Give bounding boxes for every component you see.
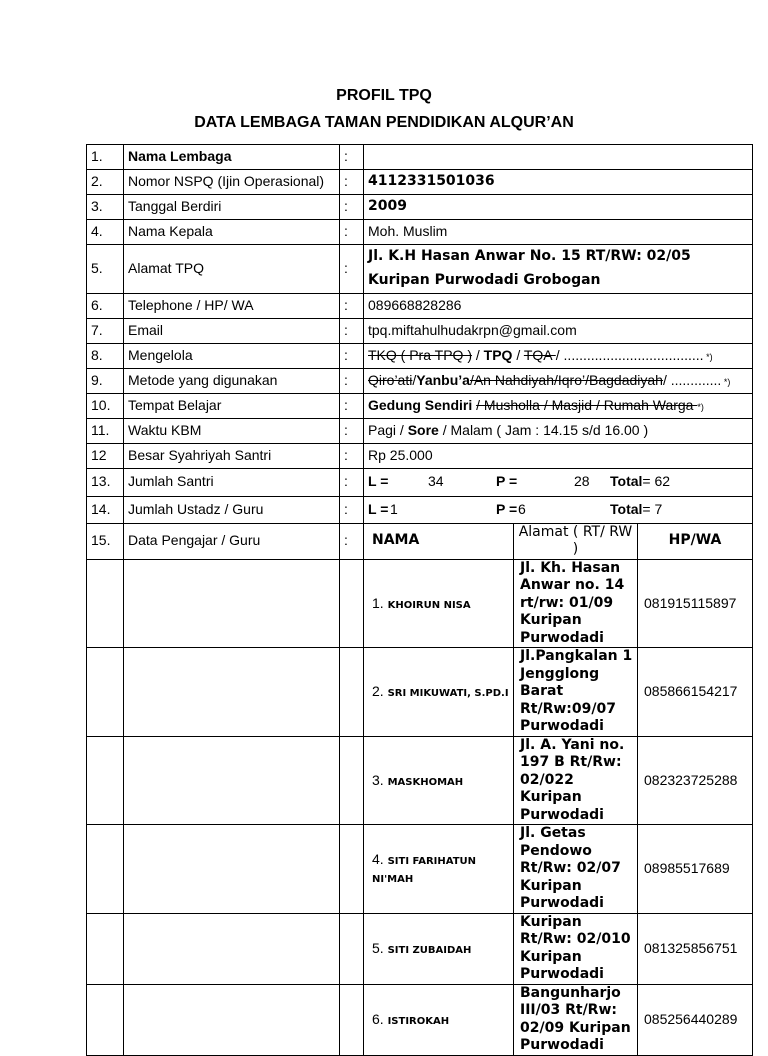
empty-cell bbox=[340, 559, 364, 648]
teacher-phone: 082323725288 bbox=[638, 736, 753, 825]
empty-cell bbox=[87, 559, 124, 648]
option: / Malam ( Jam : 14.15 s/d 16.00 ) bbox=[438, 421, 649, 438]
row-value bbox=[364, 468, 753, 496]
teacher-name bbox=[364, 984, 514, 1055]
row-label: Tempat Belajar bbox=[124, 393, 340, 418]
teacher-phone: 081325856751 bbox=[638, 913, 753, 984]
count-l-value: 34 bbox=[428, 473, 444, 490]
teacher-name-text: ISTIROKAH bbox=[387, 1015, 450, 1027]
option-selected: Yanbu’a bbox=[416, 371, 470, 388]
option-struck: TQA bbox=[523, 346, 556, 363]
option-struck: Qiro’ati bbox=[368, 371, 413, 388]
row-nomor-nspq bbox=[87, 170, 753, 195]
row-number: 1. bbox=[87, 145, 124, 170]
row-number: 3. bbox=[87, 195, 124, 220]
count-p-value: 28 bbox=[574, 473, 590, 490]
option-selected: Sore bbox=[407, 421, 439, 438]
teacher-address: Jl. Getas Pendowo Rt/Rw: 02/07 Kuripan Purwodadi bbox=[514, 825, 638, 914]
row-number: 4. bbox=[87, 220, 124, 245]
row-label: Nomor NSPQ (Ijin Operasional) bbox=[124, 170, 340, 195]
row-label: Tanggal Berdiri bbox=[124, 195, 340, 220]
empty-cell bbox=[124, 648, 340, 737]
row-jumlah-ustadz bbox=[87, 496, 753, 523]
row-number: 11. bbox=[87, 418, 124, 443]
teacher-name bbox=[364, 648, 514, 737]
teacher-row bbox=[87, 984, 753, 1055]
teacher-number: 5. bbox=[372, 939, 384, 956]
teacher-row bbox=[87, 825, 753, 914]
colon: : bbox=[340, 368, 364, 393]
colon: : bbox=[340, 145, 364, 170]
teacher-address: Jl.Pangkalan 1 Jengglong Barat Rt/Rw:09/07 Purwodadi bbox=[514, 648, 638, 737]
teacher-name-text: MASKHOMAH bbox=[387, 776, 464, 788]
colon: : bbox=[340, 443, 364, 468]
colon: : bbox=[340, 418, 364, 443]
empty-cell bbox=[124, 913, 340, 984]
footnote-marker: *) bbox=[721, 376, 731, 387]
empty-cell bbox=[340, 825, 364, 914]
option-struck: / Musholla / Masjid / Rumah Warga bbox=[476, 396, 698, 413]
row-number: 6. bbox=[87, 293, 124, 318]
row-value bbox=[364, 393, 753, 418]
row-tanggal-berdiri bbox=[87, 195, 753, 220]
row-label: Alamat TPQ bbox=[124, 245, 340, 294]
row-data-pengajar bbox=[87, 523, 753, 559]
teacher-address: Jl. Kh. Hasan Anwar no. 14 rt/rw: 01/09 Kuripan Purwodadi bbox=[514, 559, 638, 648]
count-l-label: L = bbox=[368, 473, 389, 490]
row-label: Jumlah Ustadz / Guru bbox=[124, 496, 340, 523]
count-p-value: 6 bbox=[518, 500, 526, 517]
option-struck: /An Nahdiyah/Iqro’/Bagdadiyah bbox=[469, 371, 663, 388]
count-total-value: = 7 bbox=[642, 500, 663, 517]
empty-cell bbox=[340, 736, 364, 825]
row-number: 14. bbox=[87, 496, 124, 523]
row-email bbox=[87, 318, 753, 343]
row-waktu-kbm bbox=[87, 418, 753, 443]
row-value: Rp 25.000 bbox=[364, 443, 753, 468]
row-alamat bbox=[87, 245, 753, 294]
count-total-label: Total bbox=[610, 473, 643, 490]
row-label: Jumlah Santri bbox=[124, 468, 340, 496]
colon: : bbox=[340, 523, 364, 559]
teacher-number: 2. bbox=[372, 683, 384, 700]
row-number: 9. bbox=[87, 368, 124, 393]
row-tempat-belajar bbox=[87, 393, 753, 418]
option-selected: TPQ bbox=[483, 346, 513, 363]
colon: : bbox=[340, 170, 364, 195]
footnote-marker: *) bbox=[697, 401, 704, 412]
row-label: Email bbox=[124, 318, 340, 343]
count-total-value: = 62 bbox=[642, 473, 671, 490]
teacher-name bbox=[364, 736, 514, 825]
row-number: 12 bbox=[87, 443, 124, 468]
row-number: 7. bbox=[87, 318, 124, 343]
row-label: Data Pengajar / Guru bbox=[124, 523, 340, 559]
header-phone: HP/WA bbox=[638, 523, 753, 559]
row-value bbox=[364, 343, 753, 368]
row-telephone bbox=[87, 293, 753, 318]
teacher-address: Bangunharjo III/03 Rt/Rw: 02/09 Kuripan Purwodadi bbox=[514, 984, 638, 1055]
count-total-label: Total bbox=[610, 500, 643, 517]
empty-cell bbox=[124, 736, 340, 825]
colon: : bbox=[340, 318, 364, 343]
colon: : bbox=[340, 220, 364, 245]
header-address: Alamat ( RT/ RW ) bbox=[514, 523, 638, 559]
row-nama-kepala bbox=[87, 220, 753, 245]
empty-cell bbox=[124, 984, 340, 1055]
row-value bbox=[364, 368, 753, 393]
colon: : bbox=[340, 496, 364, 523]
colon: : bbox=[340, 393, 364, 418]
row-label: Nama Kepala bbox=[124, 220, 340, 245]
colon: : bbox=[340, 468, 364, 496]
option-blank: / ............. bbox=[662, 371, 722, 388]
separator: / bbox=[412, 371, 417, 388]
colon: : bbox=[340, 245, 364, 294]
row-number: 10. bbox=[87, 393, 124, 418]
row-label: Waktu KBM bbox=[124, 418, 340, 443]
teacher-phone: 08985517689 bbox=[638, 825, 753, 914]
empty-cell bbox=[124, 559, 340, 648]
row-nama-lembaga bbox=[87, 145, 753, 170]
count-l-value: 1 bbox=[390, 500, 398, 517]
row-label: Besar Syahriyah Santri bbox=[124, 443, 340, 468]
empty-cell bbox=[87, 984, 124, 1055]
separator: / bbox=[471, 346, 484, 363]
teacher-address: Jl. A. Yani no. 197 B Rt/Rw: 02/022 Kuripan Purwodadi bbox=[514, 736, 638, 825]
option: Pagi / bbox=[368, 421, 408, 438]
teacher-phone: 085256440289 bbox=[638, 984, 753, 1055]
row-syahriyah bbox=[87, 443, 753, 468]
row-number: 8. bbox=[87, 343, 124, 368]
teacher-number: 1. bbox=[372, 594, 384, 611]
row-value: 2009 bbox=[364, 195, 753, 220]
teacher-phone: 081915115897 bbox=[638, 559, 753, 648]
row-value: 4112331501036 bbox=[364, 170, 753, 195]
page-title: PROFIL TPQ bbox=[336, 87, 432, 104]
row-value bbox=[364, 145, 753, 170]
row-jumlah-santri bbox=[87, 468, 753, 496]
teacher-number: 6. bbox=[372, 1010, 384, 1027]
teacher-row bbox=[87, 559, 753, 648]
header-name: NAMA bbox=[364, 523, 514, 559]
option-selected: Gedung Sendiri bbox=[368, 396, 473, 413]
empty-cell bbox=[87, 648, 124, 737]
row-label: Metode yang digunakan bbox=[124, 368, 340, 393]
page-subtitle: DATA LEMBAGA TAMAN PENDIDIKAN ALQUR’AN bbox=[194, 114, 574, 131]
empty-cell bbox=[87, 825, 124, 914]
profile-table bbox=[86, 144, 753, 1056]
empty-cell bbox=[340, 984, 364, 1055]
row-value bbox=[364, 418, 753, 443]
row-label: Nama Lembaga bbox=[124, 145, 340, 170]
row-value: Moh. Muslim bbox=[364, 220, 753, 245]
count-p-label: P = bbox=[496, 473, 518, 490]
row-number: 2. bbox=[87, 170, 124, 195]
row-value bbox=[364, 496, 753, 523]
teacher-row bbox=[87, 913, 753, 984]
teacher-row bbox=[87, 648, 753, 737]
option-struck: TKQ ( Pra TPQ ) bbox=[368, 346, 472, 363]
footnote-marker: *) bbox=[703, 351, 713, 362]
row-metode bbox=[87, 368, 753, 393]
teacher-phone: 085866154217 bbox=[638, 648, 753, 737]
row-value: Jl. K.H Hasan Anwar No. 15 RT/RW: 02/05 Kuripan Purwodadi Grobogan bbox=[364, 245, 753, 294]
row-number: 13. bbox=[87, 468, 124, 496]
teacher-row bbox=[87, 736, 753, 825]
count-l-label: L = bbox=[368, 500, 389, 517]
row-value: 089668828286 bbox=[364, 293, 753, 318]
option-blank: / .................................... bbox=[555, 346, 704, 363]
colon: : bbox=[340, 293, 364, 318]
colon: : bbox=[340, 343, 364, 368]
empty-cell bbox=[340, 648, 364, 737]
teacher-name bbox=[364, 559, 514, 648]
row-value: tpq.miftahulhudakrpn@gmail.com bbox=[364, 318, 753, 343]
row-label: Telephone / HP/ WA bbox=[124, 293, 340, 318]
empty-cell bbox=[124, 825, 340, 914]
empty-cell bbox=[87, 736, 124, 825]
empty-cell bbox=[340, 913, 364, 984]
teacher-name-text: KHOIRUN NISA bbox=[387, 599, 471, 611]
teacher-number: 4. bbox=[372, 851, 384, 868]
teacher-address: Kuripan Rt/Rw: 02/010 Kuripan Purwodadi bbox=[514, 913, 638, 984]
row-number: 5. bbox=[87, 245, 124, 294]
count-p-label: P = bbox=[496, 500, 518, 517]
teacher-name-text: SITI FARIHATUN NI'MAH bbox=[372, 856, 477, 885]
teacher-name bbox=[364, 825, 514, 914]
separator: / bbox=[512, 346, 524, 363]
empty-cell bbox=[87, 913, 124, 984]
teacher-name-text: SRI MIKUWATI, S.PD.I bbox=[387, 688, 509, 700]
row-label: Mengelola bbox=[124, 343, 340, 368]
teacher-number: 3. bbox=[372, 771, 384, 788]
row-mengelola bbox=[87, 343, 753, 368]
teacher-name-text: SITI ZUBAIDAH bbox=[387, 944, 472, 956]
row-number: 15. bbox=[87, 523, 124, 559]
colon: : bbox=[340, 195, 364, 220]
teacher-name bbox=[364, 913, 514, 984]
